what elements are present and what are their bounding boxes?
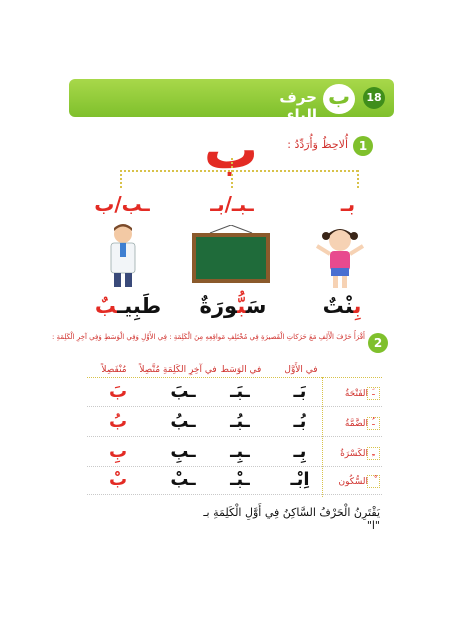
word-doctor: طَبِيـبٌ bbox=[94, 294, 162, 318]
connector-drop-left bbox=[120, 170, 122, 188]
table-cell: بُ bbox=[108, 411, 128, 432]
table-cell: بَـ bbox=[293, 381, 307, 402]
table-cell: اِبْـ bbox=[290, 469, 310, 490]
word-blackboard: سَبُّورَةٌ bbox=[199, 294, 267, 318]
row-label-sukun: السُّكُون bbox=[338, 477, 368, 487]
girl-illustration bbox=[315, 224, 365, 292]
table-cell: ـبْـ bbox=[230, 469, 250, 490]
column-head-medial: في الوَسَط bbox=[220, 365, 262, 375]
table-cell: ـبْ bbox=[170, 469, 196, 490]
section-1-instruction: أُلاحِظُ وَأُرَدِّدُ : bbox=[287, 138, 348, 151]
row-label-fatha: الفَتْحَةُ bbox=[344, 389, 368, 399]
word-blackboard-letter: بُّ bbox=[237, 294, 246, 318]
table-cell: بُـ bbox=[293, 411, 307, 432]
row-mark-fatha: ـَ bbox=[367, 387, 380, 400]
word-girl: بِنْتٌ bbox=[322, 294, 362, 318]
row-label-damma: الضَّمَّةُ bbox=[344, 419, 368, 429]
word-girl-letter: بِ bbox=[353, 294, 362, 318]
table-row-rule bbox=[87, 466, 382, 467]
doctor-illustration bbox=[103, 222, 143, 292]
connector-drop-right bbox=[357, 170, 359, 188]
letter-badge: ب bbox=[323, 84, 355, 114]
table-cell: بِـ bbox=[293, 441, 307, 462]
connector-drop-middle bbox=[231, 158, 233, 188]
table-cell: ـبِـ bbox=[230, 441, 250, 462]
table-cell: ـبَ bbox=[170, 381, 196, 402]
word-doctor-letter: بٌ bbox=[94, 294, 118, 318]
form-label-medial: ـبـ/بـ bbox=[210, 192, 254, 216]
connector-line bbox=[120, 170, 358, 172]
column-head-initial: في الأَوَّل bbox=[284, 365, 318, 375]
table-row-rule bbox=[87, 406, 382, 407]
footer-note: يَقْتَرِنُ الْحَرْفُ السَّاكِنُ فِي أَوَّلِ الْكَلِمَةِ بـ "ا" bbox=[203, 506, 380, 532]
form-label-initial: بـ bbox=[340, 192, 356, 216]
column-head-final-joined: في آخِرِ الكَلِمَةِ مُتَّصِلاً bbox=[139, 365, 217, 375]
table-row-rule bbox=[87, 436, 382, 437]
page-number: 18 bbox=[363, 87, 385, 109]
section-1-number: 1 bbox=[353, 136, 373, 156]
column-head-final-separate: مُنْفَصِلاً bbox=[101, 365, 127, 375]
table-header-rule bbox=[87, 377, 382, 378]
table-cell: بَ bbox=[108, 381, 128, 402]
table-cell: ـبُـ bbox=[230, 411, 250, 432]
row-mark-kasra: ـِ bbox=[367, 447, 380, 460]
table-cell: ـبِ bbox=[170, 441, 196, 462]
table-cell: بِ bbox=[108, 441, 128, 462]
row-mark-damma: ـُ bbox=[367, 417, 380, 430]
section-2-number: 2 bbox=[368, 333, 388, 353]
blackboard-illustration bbox=[190, 225, 272, 285]
section-2-instruction: أَقْرَأُ حَرْفَ الْأَلِفِ مَعَ حَرَكاتِ الْقَصيرَةِ فِي مُخْتَلِفِ مَواقِعِهِ مِنَ الْكَلِمَةِ : فِي الأَوَّلِ وَفِي الْوَسَطِ وَفِي آخِرِ الْكَلِمَةِ : bbox=[51, 333, 365, 341]
table-cell: بْ bbox=[108, 469, 128, 490]
page-title: حرف الباء bbox=[279, 88, 317, 124]
row-mark-sukun bbox=[367, 475, 380, 488]
table-row-rule bbox=[87, 494, 382, 495]
table-cell: ـبَـ bbox=[230, 381, 250, 402]
form-label-final: ـب/ب bbox=[94, 192, 150, 216]
main-letter: ب bbox=[203, 118, 259, 181]
table-divider bbox=[322, 377, 323, 497]
table-cell: ـبُ bbox=[170, 411, 196, 432]
row-label-kasra: الكَسْرَةُ bbox=[340, 449, 368, 459]
